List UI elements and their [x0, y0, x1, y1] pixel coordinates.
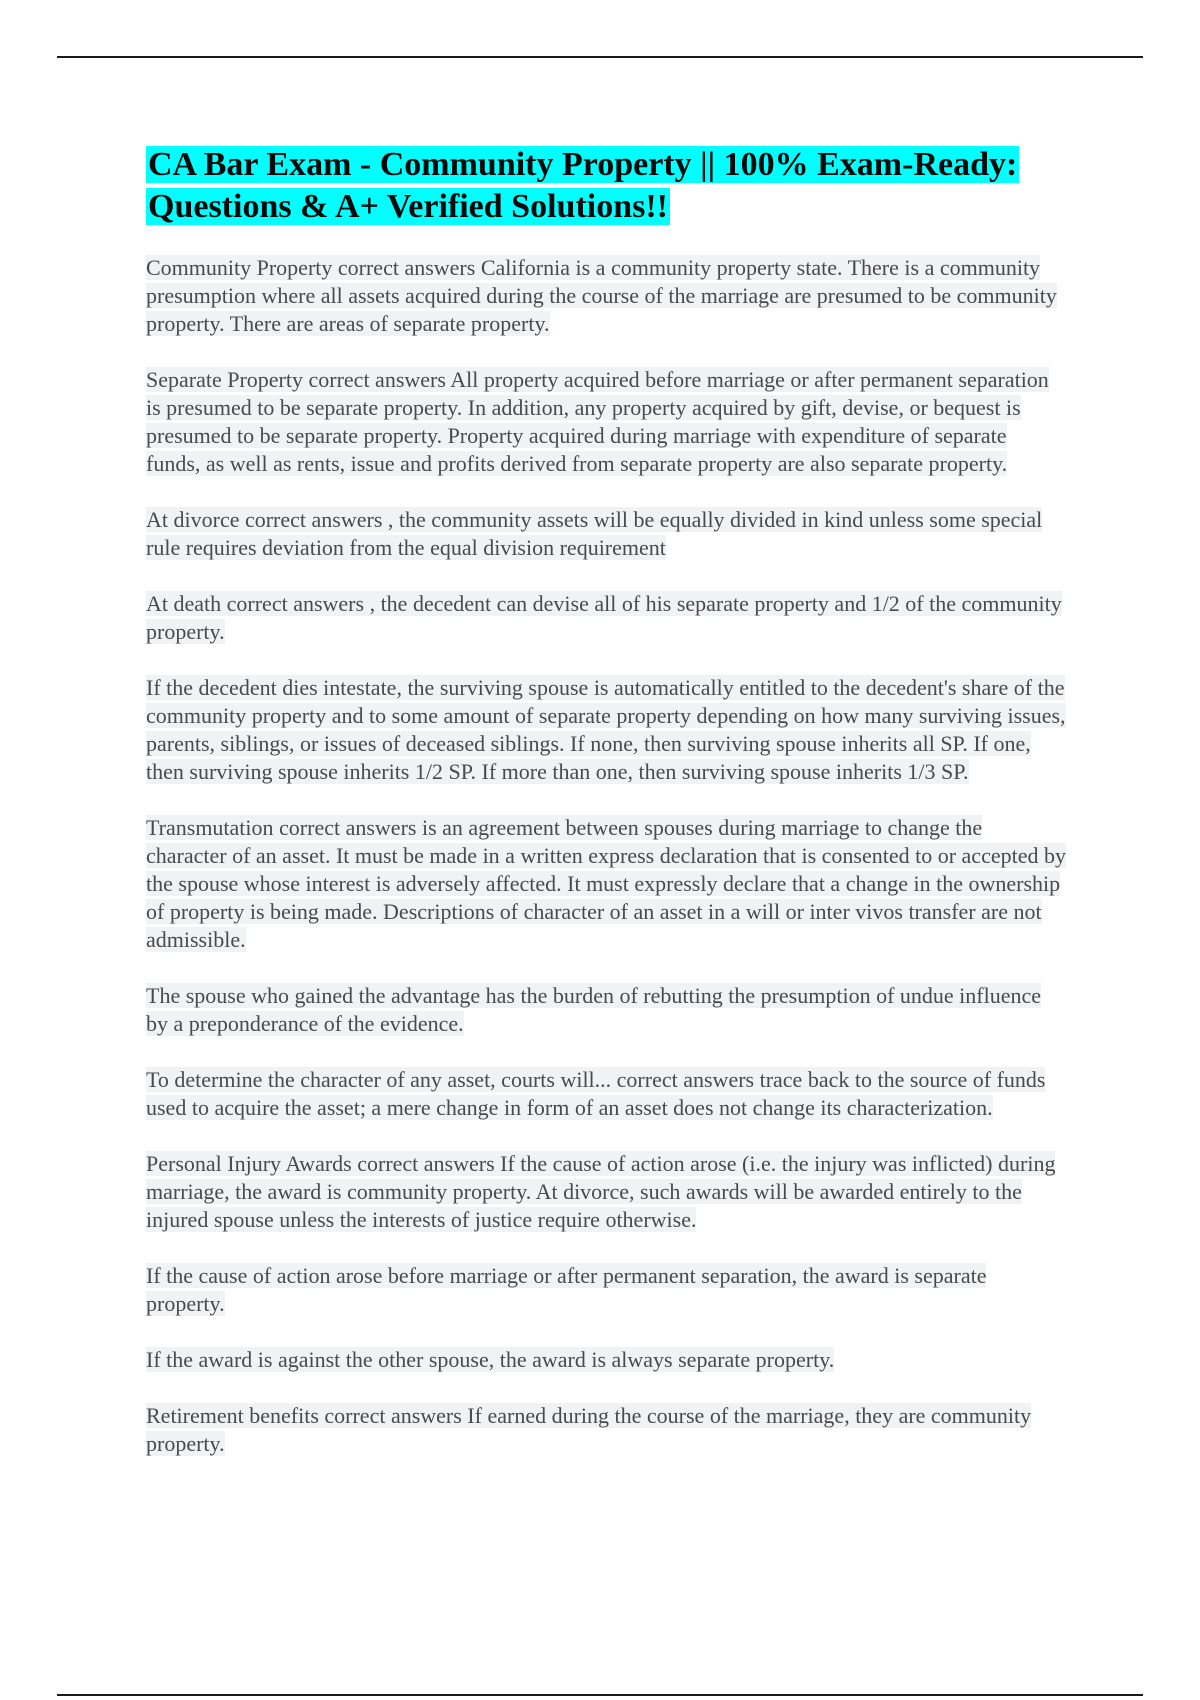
- document-title: [146, 144, 1066, 228]
- paragraph-text: If the cause of action arose before marriage or after permanent separation, the award is separate property.: [146, 1263, 987, 1316]
- bottom-rule: [57, 1694, 1143, 1696]
- paragraph-text: Transmutation correct answers is an agreement between spouses during marriage to change the character of an asset. It must be made in a written express declaration that is consented to or accepted by the spouse whose interest is adversely affected. It must expressly declare that a change in the ownership of property is being made. Descriptions of character of an asset in a will or inter vivos transfer are not admissible.: [146, 815, 1066, 952]
- paragraph-undue-influence: [146, 982, 1066, 1038]
- paragraph-personal-injury: [146, 1150, 1066, 1234]
- paragraph-at-death: [146, 590, 1066, 646]
- paragraph-text: If the award is against the other spouse, the award is always separate property.: [146, 1347, 835, 1372]
- top-rule: [57, 56, 1143, 58]
- paragraph-text: Community Property correct answers California is a community property state. There is a community presumption where all assets acquired during the course of the marriage are presumed to be community property. There are areas of separate property.: [146, 255, 1057, 336]
- paragraph-award-against-spouse: [146, 1346, 1066, 1374]
- document-body: [146, 144, 1066, 1486]
- paragraph-text: To determine the character of any asset, courts will... correct answers trace back to the source of funds used to acquire the asset; a mere change in form of an asset does not change its characterization.: [146, 1067, 1046, 1120]
- paragraph-transmutation: [146, 814, 1066, 954]
- paragraph-cause-before-marriage: [146, 1262, 1066, 1318]
- paragraph-retirement-benefits: [146, 1402, 1066, 1458]
- paragraph-community-property: [146, 254, 1066, 338]
- paragraph-text: If the decedent dies intestate, the surviving spouse is automatically entitled to the decedent's share of the community property and to some amount of separate property depending on how many surviving issues, parents, siblings, or issues of deceased siblings. If none, then surviving spouse inherits all SP. If one, then surviving spouse inherits 1/2 SP. If more than one, then surviving spouse inherits 1/3 SP.: [146, 675, 1066, 784]
- paragraph-tracing: [146, 1066, 1066, 1122]
- paragraph-text: Personal Injury Awards correct answers If the cause of action arose (i.e. the injury was inflicted) during marriage, the award is community property. At divorce, such awards will be awarded entirely to the injured spouse unless the interests of justice require otherwise.: [146, 1151, 1056, 1232]
- paragraph-text: The spouse who gained the advantage has the burden of rebutting the presumption of undue influence by a preponderance of the evidence.: [146, 983, 1042, 1036]
- paragraph-intestate: [146, 674, 1066, 786]
- paragraph-text: Separate Property correct answers All property acquired before marriage or after permanent separation is presumed to be separate property. In addition, any property acquired by gift, devise, or bequest is presumed to be separate property. Property acquired during marriage with expenditure of separate funds, as well as rents, issue and profits derived from separate property are also separate property.: [146, 367, 1049, 476]
- paragraph-text: At divorce correct answers , the community assets will be equally divided in kind unless some special rule requires deviation from the equal division requirement: [146, 507, 1043, 560]
- paragraph-separate-property: [146, 366, 1066, 478]
- paragraph-at-divorce: [146, 506, 1066, 562]
- document-title-text: CA Bar Exam - Community Property || 100% Exam-Ready: Questions & A+ Verified Solutions!!: [148, 146, 1018, 225]
- paragraph-text: Retirement benefits correct answers If earned during the course of the marriage, they are community property.: [146, 1403, 1032, 1456]
- paragraph-text: At death correct answers , the decedent can devise all of his separate property and 1/2 of the community property.: [146, 591, 1062, 644]
